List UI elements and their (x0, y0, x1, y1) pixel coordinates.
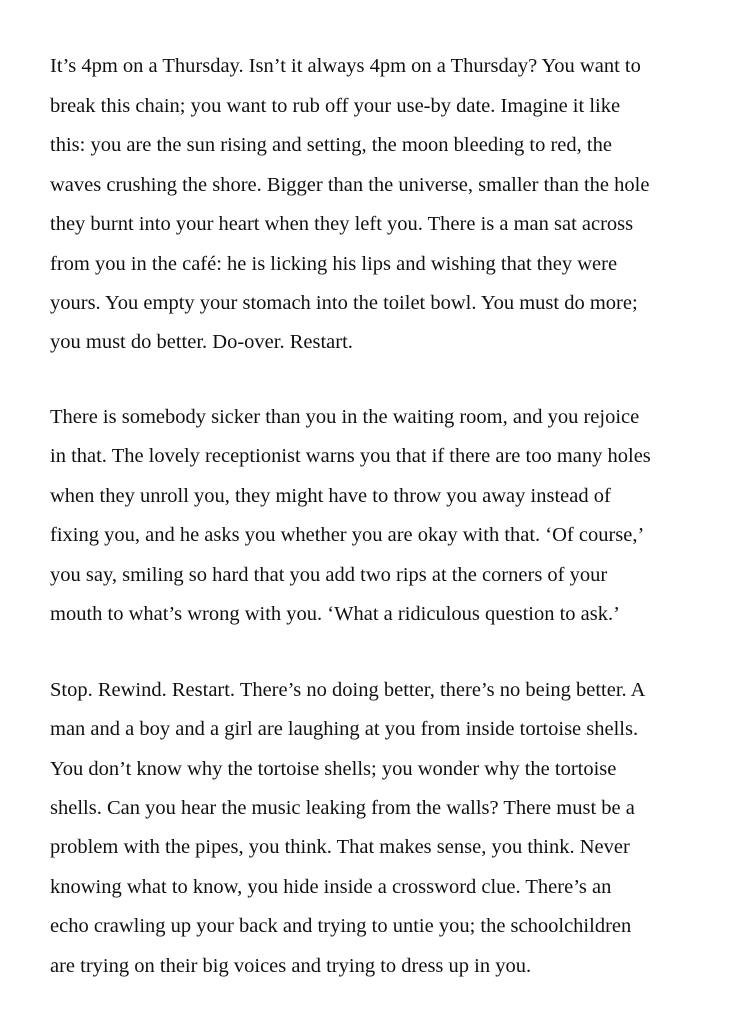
text-line: problem with the pipes, you think. That makes sense, you think. Never (50, 836, 630, 858)
text-line: It’s 4pm on a Thursday. Isn’t it always 4pm on a Thursday? You want to (50, 55, 641, 77)
text-line: break this chain; you want to rub off your use-by date. Imagine it like (50, 95, 621, 117)
text-line: There is somebody sicker than you in the waiting room, and you rejoice (50, 406, 640, 428)
text-line: you must do better. Do-over. Restart. (50, 331, 353, 353)
text-line: echo crawling up your back and trying to untie you; the schoolchildren (50, 915, 632, 937)
text-line: mouth to what’s wrong with you. ‘What a ridiculous question to ask.’ (50, 603, 620, 625)
text-line: Stop. Rewind. Restart. There’s no doing better, there’s no being better. A (50, 679, 646, 701)
text-line: are trying on their big voices and trying to dress up in you. (50, 955, 532, 977)
text-line: waves crushing the shore. Bigger than the universe, smaller than the hole (50, 174, 650, 196)
text-line: knowing what to know, you hide inside a crossword clue. There’s an (50, 876, 612, 898)
text-line: this: you are the sun rising and setting, the moon bleeding to red, the (50, 134, 612, 156)
text-line: in that. The lovely receptionist warns you that if there are too many holes (50, 445, 651, 467)
text-line: when they unroll you, they might have to throw you away instead of (50, 485, 611, 507)
text-line: You don’t know why the tortoise shells; you wonder why the tortoise (50, 758, 617, 780)
text-line: you say, smiling so hard that you add two rips at the corners of your (50, 564, 608, 586)
text-line: fixing you, and he asks you whether you are okay with that. ‘Of course,’ (50, 524, 645, 546)
text-line: shells. Can you hear the music leaking from the walls? There must be a (50, 797, 635, 819)
text-line: they burnt into your heart when they left you. There is a man sat across (50, 213, 634, 235)
text-line: yours. You empty your stomach into the toilet bowl. You must do more; (50, 292, 638, 314)
text-line: man and a boy and a girl are laughing at you from inside tortoise shells. (50, 718, 639, 740)
text-line: from you in the café: he is licking his lips and wishing that they were (50, 253, 618, 275)
